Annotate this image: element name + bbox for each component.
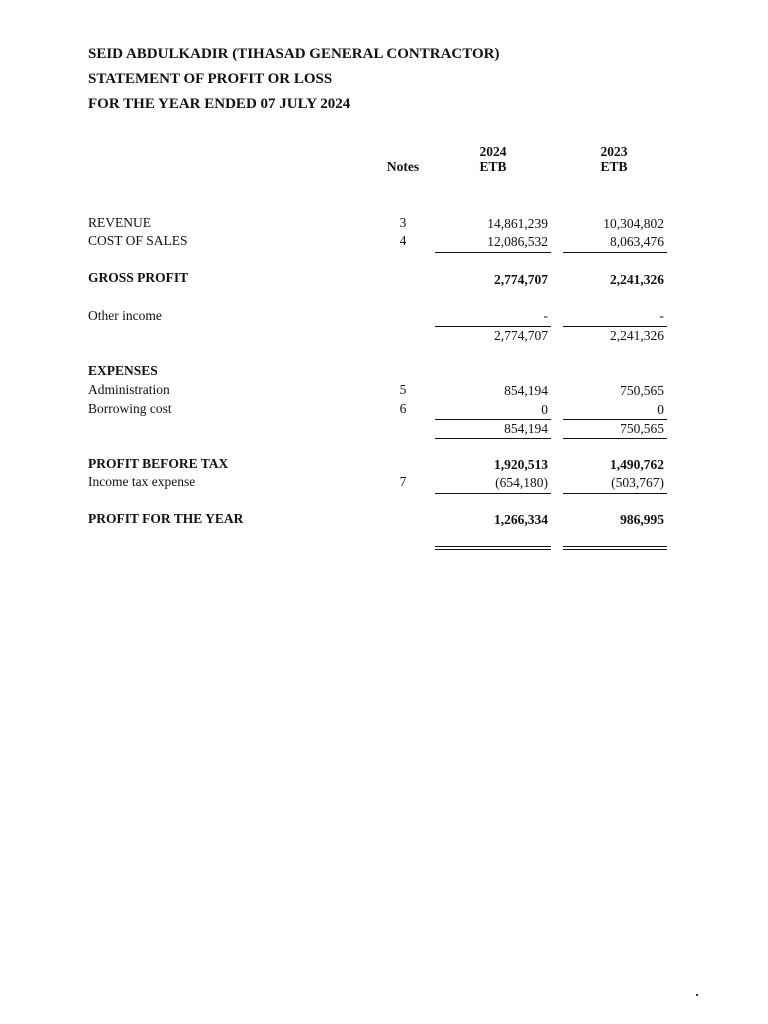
income-tax-2023: (503,767): [611, 475, 664, 490]
other-income-label: Other income: [88, 308, 162, 323]
currency-2023-header: ETB: [600, 159, 628, 174]
rule-expenses-bottom-2024: [435, 438, 551, 439]
rule-expenses-top-2024: [435, 419, 551, 420]
administration-label: Administration: [88, 382, 170, 397]
currency-2024-header: ETB: [479, 159, 507, 174]
rule-subtotal-2023: [563, 326, 667, 327]
statement-period: FOR THE YEAR ENDED 07 JULY 2024: [88, 96, 351, 112]
income-tax-2024: (654,180): [495, 475, 548, 490]
cost-of-sales-2024: 12,086,532: [487, 234, 548, 249]
profit-for-year-2024: 1,266,334: [494, 512, 548, 527]
rule-gross-2024: [435, 252, 551, 253]
double-rule-2024: [435, 546, 551, 550]
year-2024-header: 2024: [479, 144, 507, 159]
income-tax-note: 7: [399, 474, 407, 489]
expenses-heading: EXPENSES: [88, 363, 158, 378]
company-name: SEID ABDULKADIR (TIHASAD GENERAL CONTRACTOR): [88, 46, 500, 62]
expenses-total-2023: 750,565: [620, 421, 664, 436]
page-mark: [696, 994, 698, 996]
income-tax-label: Income tax expense: [88, 474, 196, 489]
cost-of-sales-note: 4: [399, 233, 407, 248]
double-rule-2023: [563, 546, 667, 550]
profit-before-tax-2023: 1,490,762: [610, 457, 664, 472]
rule-expenses-bottom-2023: [563, 438, 667, 439]
statement-title: STATEMENT OF PROFIT OR LOSS: [88, 71, 333, 87]
borrowing-cost-2024: 0: [541, 402, 548, 417]
subtotal-2024: 2,774,707: [494, 328, 548, 343]
notes-column-header: Notes: [386, 159, 420, 174]
gross-profit-2023: 2,241,326: [610, 272, 664, 287]
year-2023-header: 2023: [600, 144, 628, 159]
cost-of-sales-2023: 8,063,476: [610, 234, 664, 249]
profit-before-tax-2024: 1,920,513: [494, 457, 548, 472]
cost-of-sales-label: COST OF SALES: [88, 233, 188, 248]
rule-tax-2024: [435, 493, 551, 494]
gross-profit-label: GROSS PROFIT: [88, 270, 189, 285]
profit-for-year-2023: 986,995: [620, 512, 664, 527]
profit-for-year-label: PROFIT FOR THE YEAR: [88, 511, 244, 526]
expenses-total-2024: 854,194: [504, 421, 548, 436]
administration-2024: 854,194: [504, 383, 548, 398]
revenue-note: 3: [399, 215, 407, 230]
borrowing-cost-note: 6: [399, 401, 407, 416]
other-income-2023: -: [659, 308, 664, 323]
rule-subtotal-2024: [435, 326, 551, 327]
rule-expenses-top-2023: [563, 419, 667, 420]
borrowing-cost-2023: 0: [657, 402, 664, 417]
gross-profit-2024: 2,774,707: [494, 272, 548, 287]
administration-2023: 750,565: [620, 383, 664, 398]
other-income-2024: -: [543, 308, 548, 323]
revenue-2023: 10,304,802: [603, 216, 664, 231]
borrowing-cost-label: Borrowing cost: [88, 401, 172, 416]
revenue-2024: 14,861,239: [487, 216, 548, 231]
rule-gross-2023: [563, 252, 667, 253]
administration-note: 5: [399, 382, 407, 397]
subtotal-2023: 2,241,326: [610, 328, 664, 343]
rule-tax-2023: [563, 493, 667, 494]
revenue-label: REVENUE: [88, 215, 151, 230]
profit-before-tax-label: PROFIT BEFORE TAX: [88, 456, 229, 471]
